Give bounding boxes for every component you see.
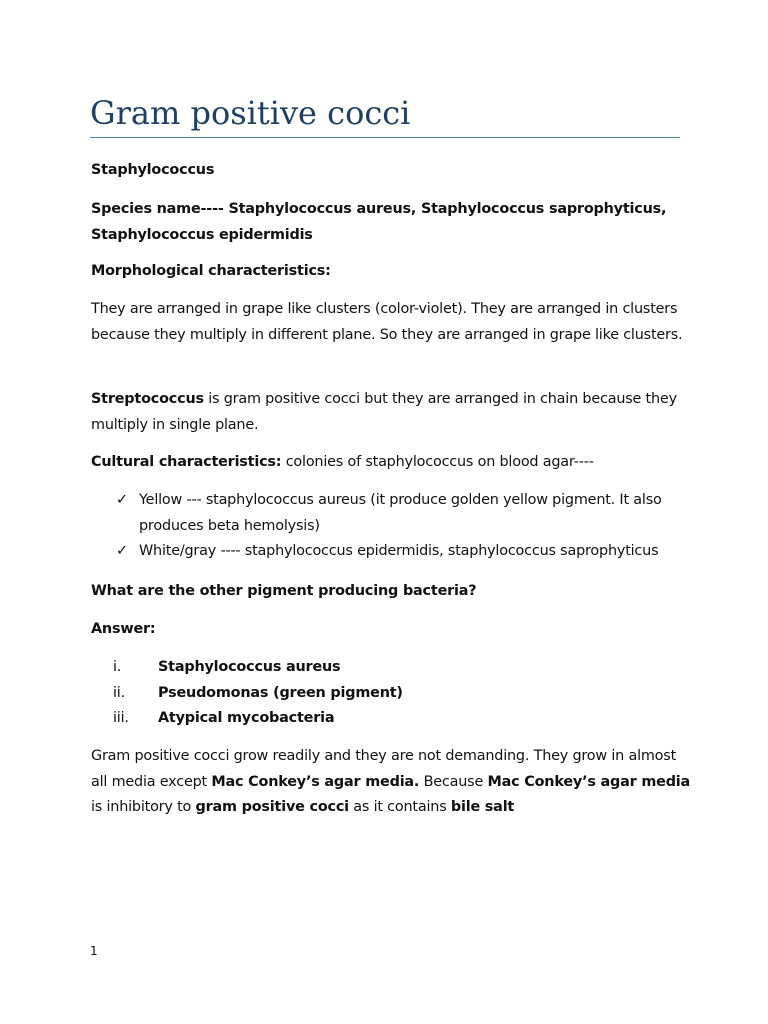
- closing-text-2: Because: [419, 773, 488, 790]
- check-item-text: White/gray ---- staphylococcus epidermidis, staphylococcus saprophyticus: [139, 543, 659, 559]
- list-number: ii.: [113, 684, 125, 701]
- morphological-heading: Morphological characteristics:: [91, 263, 331, 279]
- closing-text-4: as it contains: [348, 799, 451, 815]
- list-number: iii.: [113, 710, 129, 726]
- closing-text-1: Gram positive cocci grow readily and they are not demanding. They grow in almost all media except: [91, 748, 677, 790]
- check-icon: ✓: [116, 543, 128, 559]
- heading-staphylococcus: Staphylococcus: [91, 162, 215, 178]
- answer-text: Staphylococcus aureus: [158, 659, 341, 675]
- page-number: 1: [90, 944, 98, 958]
- closing-bold-3: gram positive cocci: [195, 799, 349, 815]
- streptococcus-paragraph: [91, 387, 691, 438]
- species-label: Species name----: [91, 201, 224, 217]
- check-list-item: [91, 488, 691, 539]
- answer-list: [91, 655, 591, 732]
- check-icon: ✓: [116, 492, 128, 508]
- closing-bold-4: bile salt: [450, 799, 515, 815]
- answer-list-item: [91, 681, 591, 707]
- list-number: i.: [113, 659, 122, 675]
- answer-list-item: [91, 655, 591, 681]
- cultural-text: colonies of staphylococcus on blood agar----: [281, 454, 594, 470]
- question-heading: What are the other pigment producing bacteria?: [91, 583, 477, 599]
- closing-bold-1: Mac Conkey’s agar media.: [211, 773, 420, 790]
- answer-list-item: [91, 706, 591, 732]
- streptococcus-term: Streptococcus: [91, 391, 204, 407]
- title-underline: [90, 137, 680, 138]
- species-value: Staphylococcus aureus, Staphylococcus saprophyticus, Staphylococcus epidermidis: [91, 201, 667, 243]
- page-title: Gram positive cocci: [90, 94, 411, 132]
- closing-bold-2: Mac Conkey’s agar media: [487, 773, 691, 790]
- streptococcus-text: is gram positive cocci but they are arranged in chain because they multiply in single plane.: [91, 391, 677, 433]
- answer-text: Pseudomonas (green pigment): [158, 684, 403, 701]
- check-list: [91, 488, 691, 565]
- check-list-item: [91, 539, 691, 565]
- check-item-text: Yellow --- staphylococcus aureus (it produce golden yellow pigment. It also produces beta hemolysis): [139, 492, 662, 534]
- cultural-paragraph: [91, 450, 691, 476]
- species-paragraph: [91, 197, 691, 248]
- closing-paragraph: [91, 744, 691, 821]
- answer-text: Atypical mycobacteria: [158, 710, 335, 726]
- morphological-text: They are arranged in grape like clusters (color-violet). They are arranged in clusters because they multiply in different plane. So they are arranged in grape like clusters.: [91, 301, 683, 343]
- closing-text-3: is inhibitory to: [91, 799, 196, 815]
- cultural-label: Cultural characteristics:: [91, 454, 282, 470]
- answer-label: Answer:: [91, 621, 156, 637]
